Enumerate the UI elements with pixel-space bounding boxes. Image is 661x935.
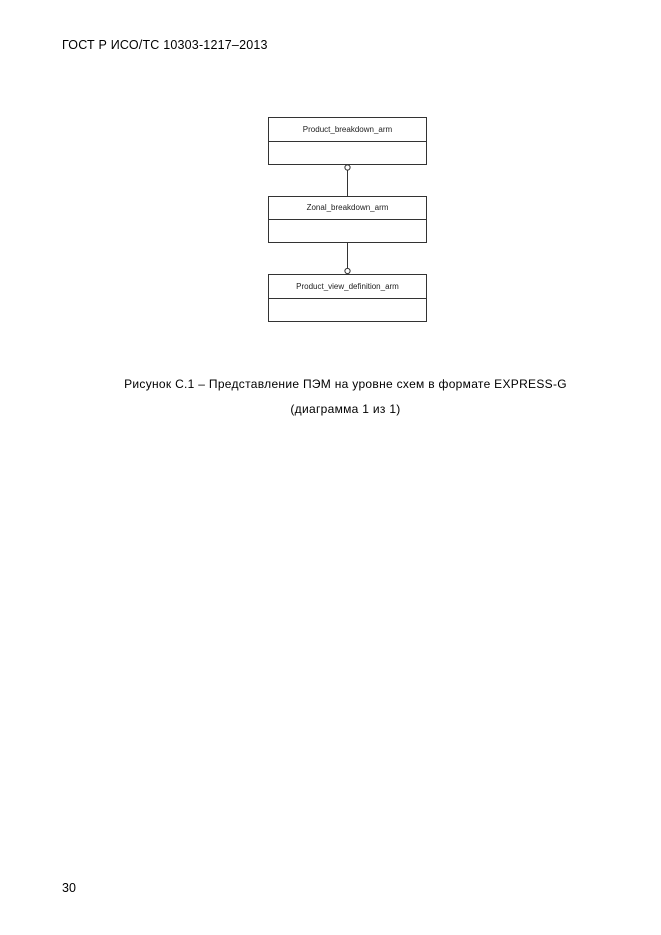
entity-label: Product_view_definition_arm: [296, 282, 399, 291]
document-header: ГОСТ Р ИСО/ТС 10303-1217–2013: [62, 38, 268, 52]
page-number: 30: [62, 881, 76, 895]
relationship-end-circle: [345, 268, 350, 273]
entity-box-zonal-breakdown: [269, 197, 427, 243]
entity-box-product-breakdown: [269, 118, 427, 165]
entity-label: Product_breakdown_arm: [302, 125, 393, 134]
figure-caption: Рисунок С.1 – Представление ПЭМ на уровне схем в формате EXPRESS-G: [124, 377, 567, 391]
relationship-end-circle: [345, 165, 350, 170]
entity-box-product-view-definition: [269, 275, 427, 322]
figure-caption-subtitle: (диаграмма 1 из 1): [290, 402, 401, 416]
entity-label: Zonal_breakdown_arm: [306, 203, 389, 212]
